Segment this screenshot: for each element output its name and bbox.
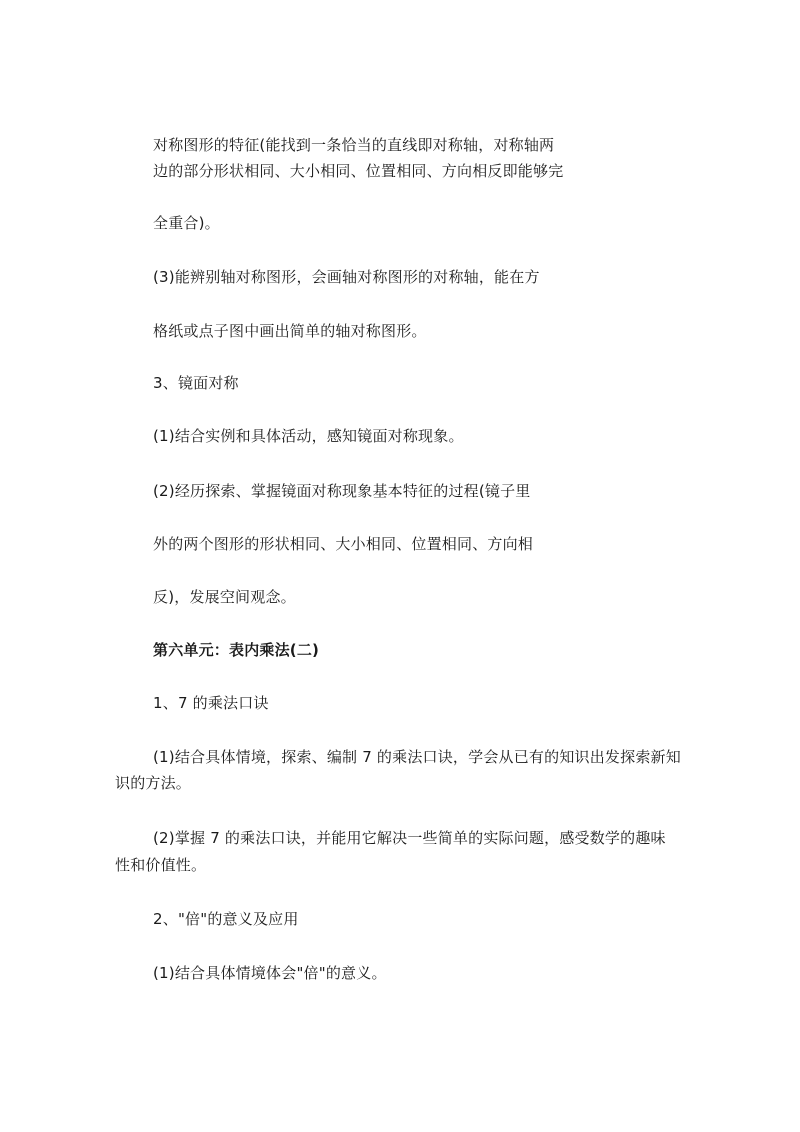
section-heading: 2、"倍"的意义及应用	[153, 910, 299, 928]
text-line: 全重合)。	[153, 214, 220, 232]
section-heading: 3、镜面对称	[153, 374, 239, 392]
text-line: 边的部分形状相同、大小相同、位置相同、方向相反即能够完	[153, 162, 564, 180]
text-line: 反)，发展空间观念。	[153, 588, 296, 606]
text-line: (3)能辨别轴对称图形，会画轴对称图形的对称轴，能在方	[153, 268, 540, 286]
section-heading: 1、7 的乘法口诀	[153, 694, 269, 712]
unit-heading: 第六单元：表内乘法(二)	[153, 641, 320, 659]
text-line: 识的方法。	[115, 774, 192, 792]
text-line: 性和价值性。	[115, 856, 207, 874]
text-line: (1)结合具体情境体会"倍"的意义。	[153, 964, 387, 982]
text-line: (2)掌握 7 的乘法口诀，并能用它解决一些简单的实际问题，感受数学的趣味	[153, 829, 666, 847]
text-line: (2)经历探索、掌握镜面对称现象基本特征的过程(镜子里	[153, 482, 531, 500]
text-line: 外的两个图形的形状相同、大小相同、位置相同、方向相	[153, 535, 534, 553]
text-line: (1)结合实例和具体活动，感知镜面对称现象。	[153, 427, 464, 445]
text-line: 对称图形的特征(能找到一条恰当的直线即对称轴，对称轴两	[153, 136, 555, 154]
text-line: (1)结合具体情境，探索、编制 7 的乘法口诀，学会从已有的知识出发探索新知	[153, 748, 681, 766]
text-line: 格纸或点子图中画出简单的轴对称图形。	[153, 322, 427, 340]
